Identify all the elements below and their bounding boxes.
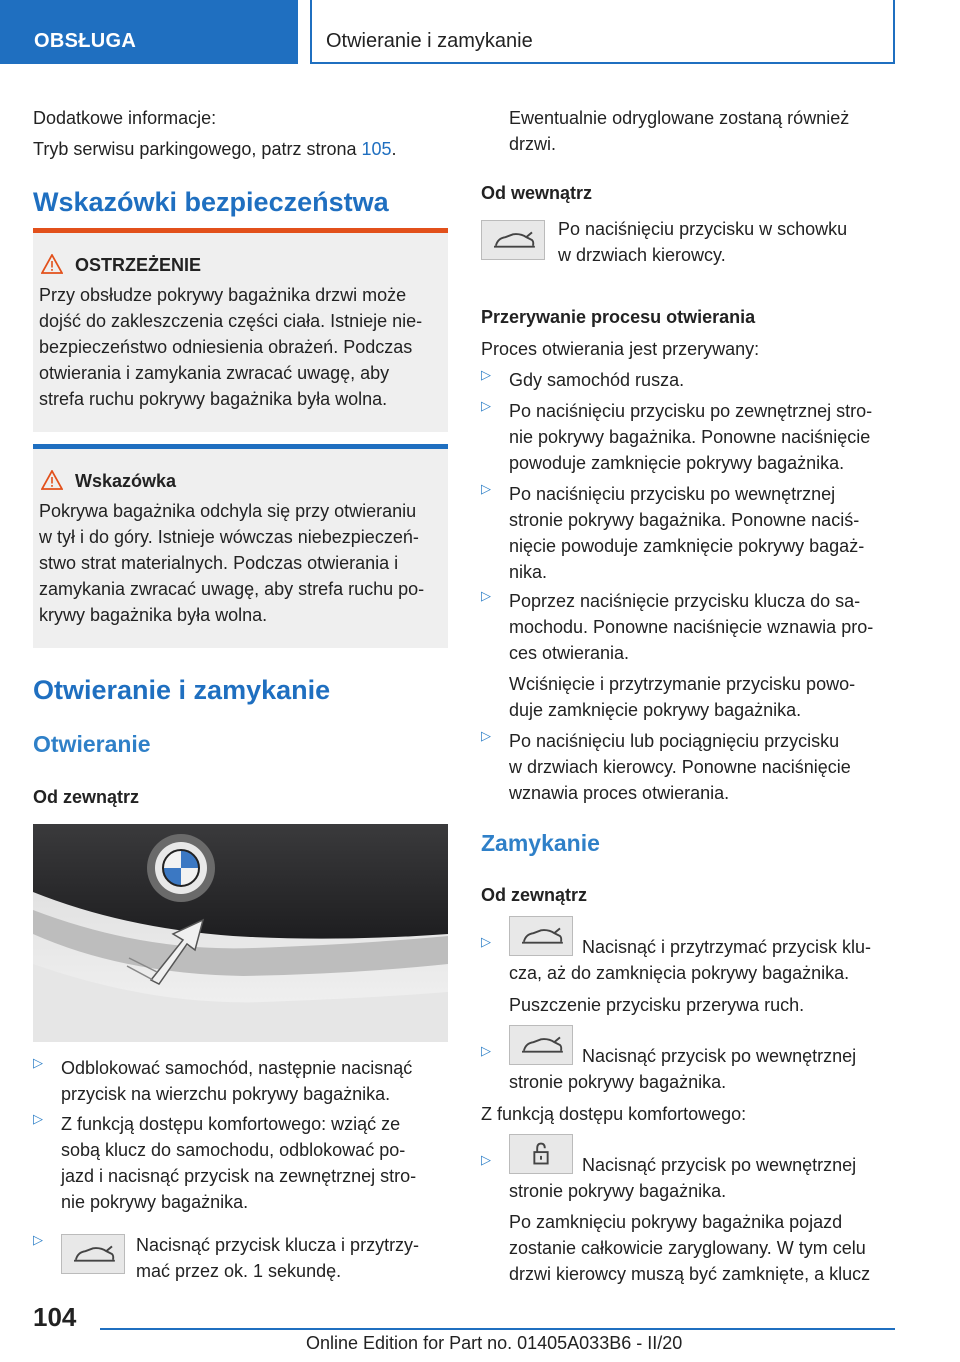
interrupt-intro: Proces otwierania jest przerywany:	[481, 339, 760, 359]
close-bullet1-line2: cza, aż do zamknięcia pokrywy bagażnika.	[509, 963, 850, 983]
bullet3-text: Nacisnąć przycisk klucza i przytrzy- mać przez ok. 1 sekundę.	[136, 1235, 420, 1281]
close-bullet2-line2: stronie pokrywy bagażnika.	[509, 1072, 727, 1092]
footer-divider	[100, 1328, 895, 1330]
bullet-icon: ▷	[33, 1055, 43, 1070]
inside-text: Po naciśnięciu przycisku w schowku w drzwiach kierowcy.	[558, 219, 848, 265]
warning-box	[33, 228, 448, 432]
close-bullet3-extra: Po zamknięciu pokrywy bagażnika pojazd zostanie całkowicie zaryglowany. W tym celu drzwi kierowcy muszą być zamknięte, a klucz	[509, 1212, 871, 1284]
info-text: Tryb serwisu parkingowego, patrz strona 105.	[33, 139, 397, 159]
close-bullet1-line1: Nacisnąć i przytrzymać przycisk klu-	[582, 937, 872, 957]
footer-edition: Online Edition for Part no. 01405A033B6 - II/20	[306, 1333, 683, 1353]
sub-heading-opening: Otwieranie	[33, 731, 151, 757]
bullet-icon: ▷	[481, 367, 491, 382]
comfort-intro: Z funkcją dostępu komfortowego:	[481, 1104, 747, 1124]
close-bullet2-line1: Nacisnąć przycisk po wewnętrznej	[582, 1046, 857, 1066]
close-bullet3-line1: Nacisnąć przycisk po wewnętrznej	[582, 1155, 857, 1175]
bullet-icon: ▷	[33, 1111, 43, 1126]
section-tab	[0, 0, 298, 64]
bullet-icon: ▷	[481, 1043, 491, 1058]
warning-bar	[33, 228, 448, 233]
bullet-icon: ▷	[481, 481, 491, 496]
note-title-row	[41, 470, 176, 492]
bullet-icon: ▷	[481, 1152, 491, 1167]
warning-title-row	[41, 254, 201, 276]
car-trunk-icon	[61, 1234, 125, 1274]
bullet-icon: ▷	[33, 1232, 43, 1247]
note-title: Wskazówka	[75, 471, 177, 491]
car-trunk-icon	[481, 220, 545, 260]
chapter-tab	[310, 0, 895, 64]
info-label: Dodatkowe informacje:	[33, 108, 217, 128]
warning-text: Przy obsłudze pokrywy bagażnika drzwi może dojść do zakleszczenia części ciała. Istnieje nie- bezpieczeństwo odniesienia obrażeń. Podczas otwierania i zamykania zwracać uwagę, aby strefa ruchu pokrywy bagażnika była wolna.	[39, 285, 423, 409]
note-text: Pokrywa bagażnika odchyla się przy otwieraniu w tył i do góry. Istnieje wówczas niebezpieczeń- stwo strat materialnych. Podczas otwierania i zamykania zwracać uwagę, aby strefa ruchu po- krywy bagażnika była wolna.	[39, 501, 425, 625]
safety-heading: Wskazówki bezpieczeństwa	[33, 187, 389, 217]
car-trunk-icon	[509, 1025, 573, 1065]
section-title: OBSŁUGA	[34, 30, 137, 52]
bullet-icon: ▷	[481, 728, 491, 743]
trunk-button-photo	[33, 824, 448, 1042]
bullet-icon: ▷	[481, 934, 491, 949]
warning-title: OSTRZEŻENIE	[75, 255, 202, 275]
outside-heading: Od zewnątrz	[33, 787, 140, 807]
close-bullet3-line2: stronie pokrywy bagażnika.	[509, 1181, 727, 1201]
interrupt-heading: Przerywanie procesu otwierania	[481, 307, 756, 327]
continuation-text: Ewentualnie odryglowane zostaną również drzwi.	[509, 108, 850, 154]
close-bullet1-extra: Puszczenie przycisku przerywa ruch.	[509, 995, 805, 1015]
note-bar	[33, 444, 448, 449]
bullet-icon: ▷	[481, 398, 491, 413]
close-heading: Zamykanie	[481, 830, 600, 856]
bullet-icon: ▷	[481, 588, 491, 603]
page-link[interactable]: 105	[361, 139, 392, 159]
warning-triangle-icon	[41, 470, 63, 490]
inside-heading: Od wewnątrz	[481, 183, 593, 203]
chapter-title: Otwieranie i zamykanie	[326, 30, 533, 52]
note-box	[33, 444, 448, 648]
section-heading: Otwieranie i zamykanie	[33, 675, 331, 705]
car-trunk-icon	[509, 916, 573, 956]
lock-icon	[509, 1134, 573, 1174]
close-outside-heading: Od zewnątrz	[481, 885, 588, 905]
page-number: 104	[33, 1302, 77, 1332]
warning-triangle-icon	[41, 254, 63, 274]
